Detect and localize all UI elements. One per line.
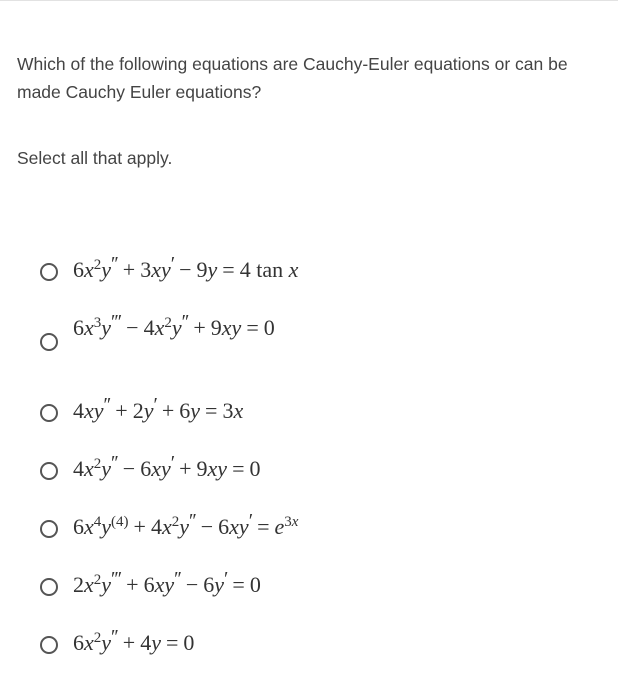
question-text: Which of the following equations are Cauchy-Euler equations or can be made Cauchy Euler equations?: [17, 54, 568, 102]
option-2[interactable]: [40, 310, 600, 350]
option-6[interactable]: [40, 567, 600, 607]
option-4[interactable]: [40, 451, 600, 491]
option-5-radio[interactable]: [40, 520, 58, 538]
option-4-equation: $4x^2y'' - 6xy' + 9xy = 0$: [73, 452, 261, 481]
option-2-radio[interactable]: [40, 333, 58, 351]
option-3-equation: 4xy′′ + 2y′ + 6y = 3x: [73, 394, 244, 423]
option-4-radio[interactable]: [40, 462, 58, 480]
option-7[interactable]: [40, 625, 600, 665]
option-3-radio[interactable]: [40, 404, 58, 422]
instruction-text: Select all that apply.: [17, 148, 173, 168]
option-7-equation: $6x^2y'' + 4y = 0$: [73, 626, 195, 655]
option-1[interactable]: [40, 252, 600, 292]
option-3[interactable]: [40, 393, 600, 433]
option-6-radio[interactable]: [40, 578, 58, 596]
option-6-equation: $2x^2y''' + 6xy'' - 6y' = 0$: [73, 568, 261, 597]
option-5[interactable]: [40, 509, 600, 549]
option-5-equation: $6x^4y^{(4)} + 4x^2y'' - 6xy' = e^{3x}$: [73, 510, 299, 539]
option-1-radio[interactable]: [40, 263, 58, 281]
option-1-equation: $6x^2y'' + 3xy' - 9y = 4$ tan x: [73, 253, 299, 282]
option-7-radio[interactable]: [40, 636, 58, 654]
option-2-equation: $6x^3y''' - 4x^2y'' + 9xy = 0$: [73, 311, 275, 340]
